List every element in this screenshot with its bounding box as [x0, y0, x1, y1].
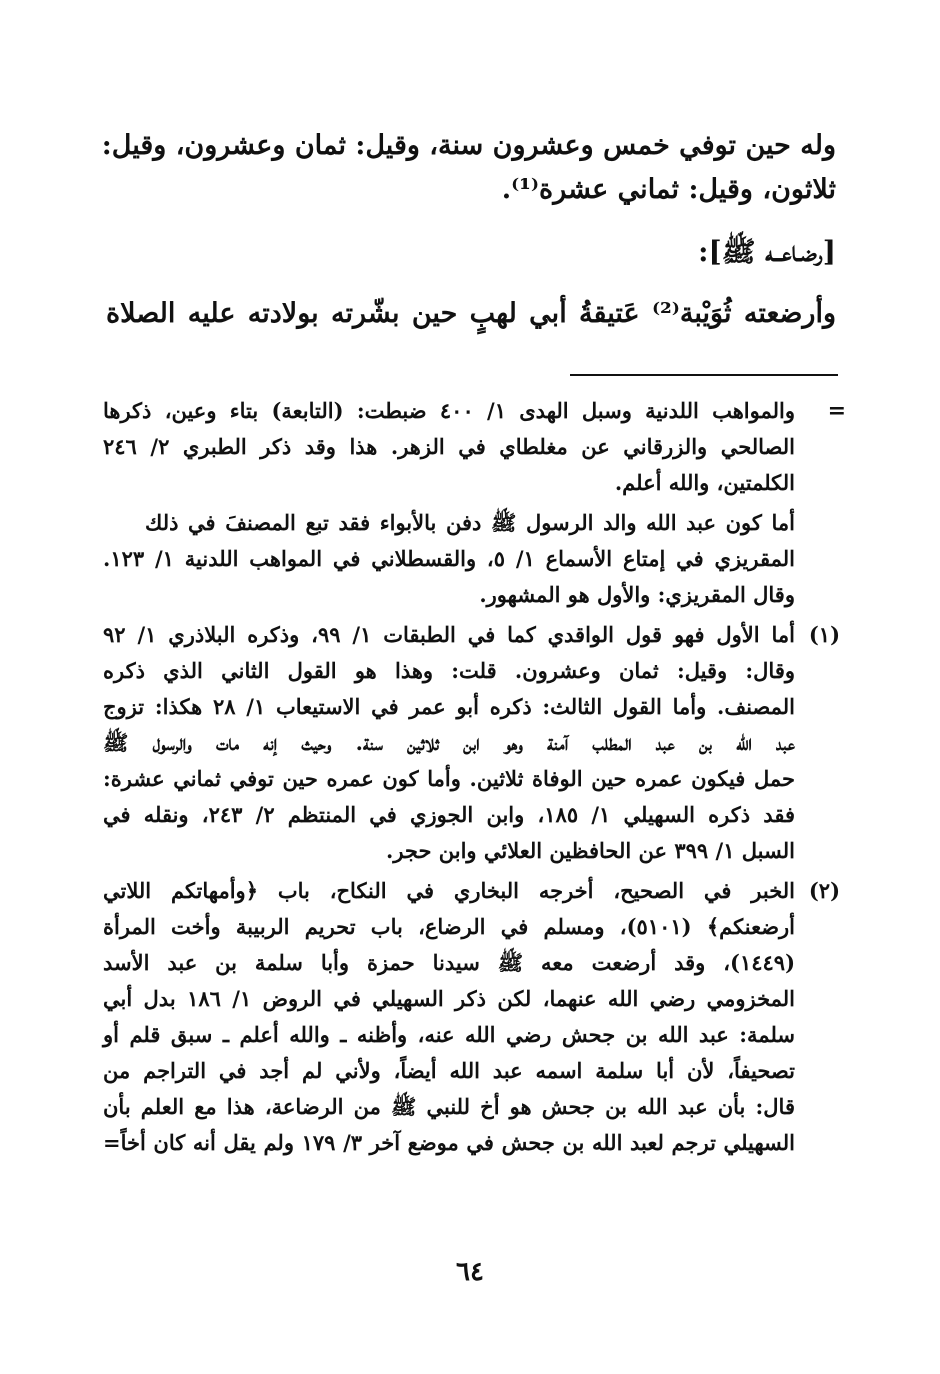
page-number: ٦٤: [456, 1257, 484, 1287]
footnote-1-marker: (١): [808, 622, 840, 647]
footnote-1-line: وقال: وقيل: ثمان وعشرون. قلت: وهذا هو القول الثاني الذي ذكره: [103, 658, 795, 683]
footnote-cont-line: وقال المقريزي: والأول هو المشهور.: [479, 582, 795, 607]
footnote-1-line: المصنف. وأما القول الثالث: ذكره أبو عمر في الاستيعاب ١/ ٢٨ هكذا: تزوج: [103, 694, 796, 719]
footnote-2-line: المخزومي رضي الله عنهما، لكن ذكر السهيلي في الروض ١/ ١٨٦ بدل أبي: [103, 986, 796, 1011]
footnote-1-line: عبد الله بن عبد المطلب آمنة وهو ابن ثلاثين سنة. وحيث إنه مات والرسول ﷺ: [103, 730, 795, 755]
footnote-2-line: قال: بأن عبد الله بن جحش هو أخ للنبي ﷺ من الرضاعة، هذا مع العلم بأن: [103, 1094, 795, 1119]
footnote-cont-line: المقريزي في إمتاع الأسماع ١/ ٥، والقسطلاني في المواهب اللدنية ١/ ١٢٣.: [103, 546, 795, 571]
footnote-2-marker: (٢): [808, 878, 840, 903]
footnote-1-line: حمل فيكون عمره حين الوفاة ثلاثين. وأما كون عمره حين توفي ثماني عشرة:: [103, 766, 795, 791]
footnote-cont-line: والمواهب اللدنية وسبل الهدى ١/ ٤٠٠ ضبطت: (التابعة) بتاء وعين، ذكرها: [103, 398, 795, 423]
main-text-line-2: ثلاثون، وقيل: ثماني عشرة⁽¹⁾.: [501, 174, 836, 205]
footnote-2-line: أرضعنكم﴾ (٥١٠١)، ومسلم في الرضاع، باب تحريم الربيبة وأخت المرأة: [103, 914, 796, 939]
footnote-1-line: أما الأول فهو قول الواقدي كما في الطبقات ١/ ٩٩، وذكره البلاذري ١/ ٩٢: [103, 622, 795, 647]
footnote-2-line: السهيلي ترجم لعبد الله بن جحش في موضع آخر ٣/ ١٧٩ ولم يقل أنه كان أخاً=: [103, 1130, 795, 1155]
footnote-1-line: فقد ذكره السهيلي ١/ ١٨٥، وابن الجوزي في المنتظم ٢/ ٢٤٣، ونقله في: [103, 802, 795, 827]
footnote-1-line: السبل ١/ ٣٩٩ عن الحافظين العلائي وابن حجر.: [386, 838, 795, 863]
main-text-line-3: وأرضعته ثُوَيْبة⁽²⁾ عَتيقةُ أبي لهبٍ حين بشّرته بولادته عليه الصلاة: [106, 298, 837, 329]
section-heading: [رضـاعــه ﷺ]:: [698, 235, 836, 268]
footnote-separator: [570, 374, 838, 376]
footnote-2-line: (١٤٤٩)، وقد أرضعت معه ﷺ سيدنا حمزة وأبا سلمة بن عبد الأسد: [103, 950, 795, 975]
footnote-2-line: سلمة: عبد الله بن جحش رضي الله عنه، وأظنه ـ والله أعلم ـ سبق قلم أو: [103, 1022, 795, 1047]
footnote-cont-line: الكلمتين، والله أعلم.: [614, 470, 795, 495]
main-text-line-1: وله حين توفي خمس وعشرون سنة، وقيل: ثمان وعشرون، وقيل:: [101, 130, 836, 161]
footnote-2-line: الخبر في الصحيح، أخرجه البخاري في النكاح، باب ﴿وأمهاتكم اللاتي: [103, 878, 795, 903]
footnote-cont-line: الصالحي والزرقاني عن مغلطاي في الزهر. هذا وقد ذكر الطبري ٢/ ٢٤٦: [103, 434, 796, 459]
continuation-mark: =: [827, 398, 846, 424]
footnote-2-line: تصحيفاً، لأن أبا سلمة اسمه عبد الله أيضاً، ولأني لم أجد في التراجم من: [103, 1058, 795, 1083]
footnote-cont-line: أما كون عبد الله والد الرسول ﷺ دفن بالأبواء فقد تبع المصنفَ في ذلك: [145, 510, 795, 535]
